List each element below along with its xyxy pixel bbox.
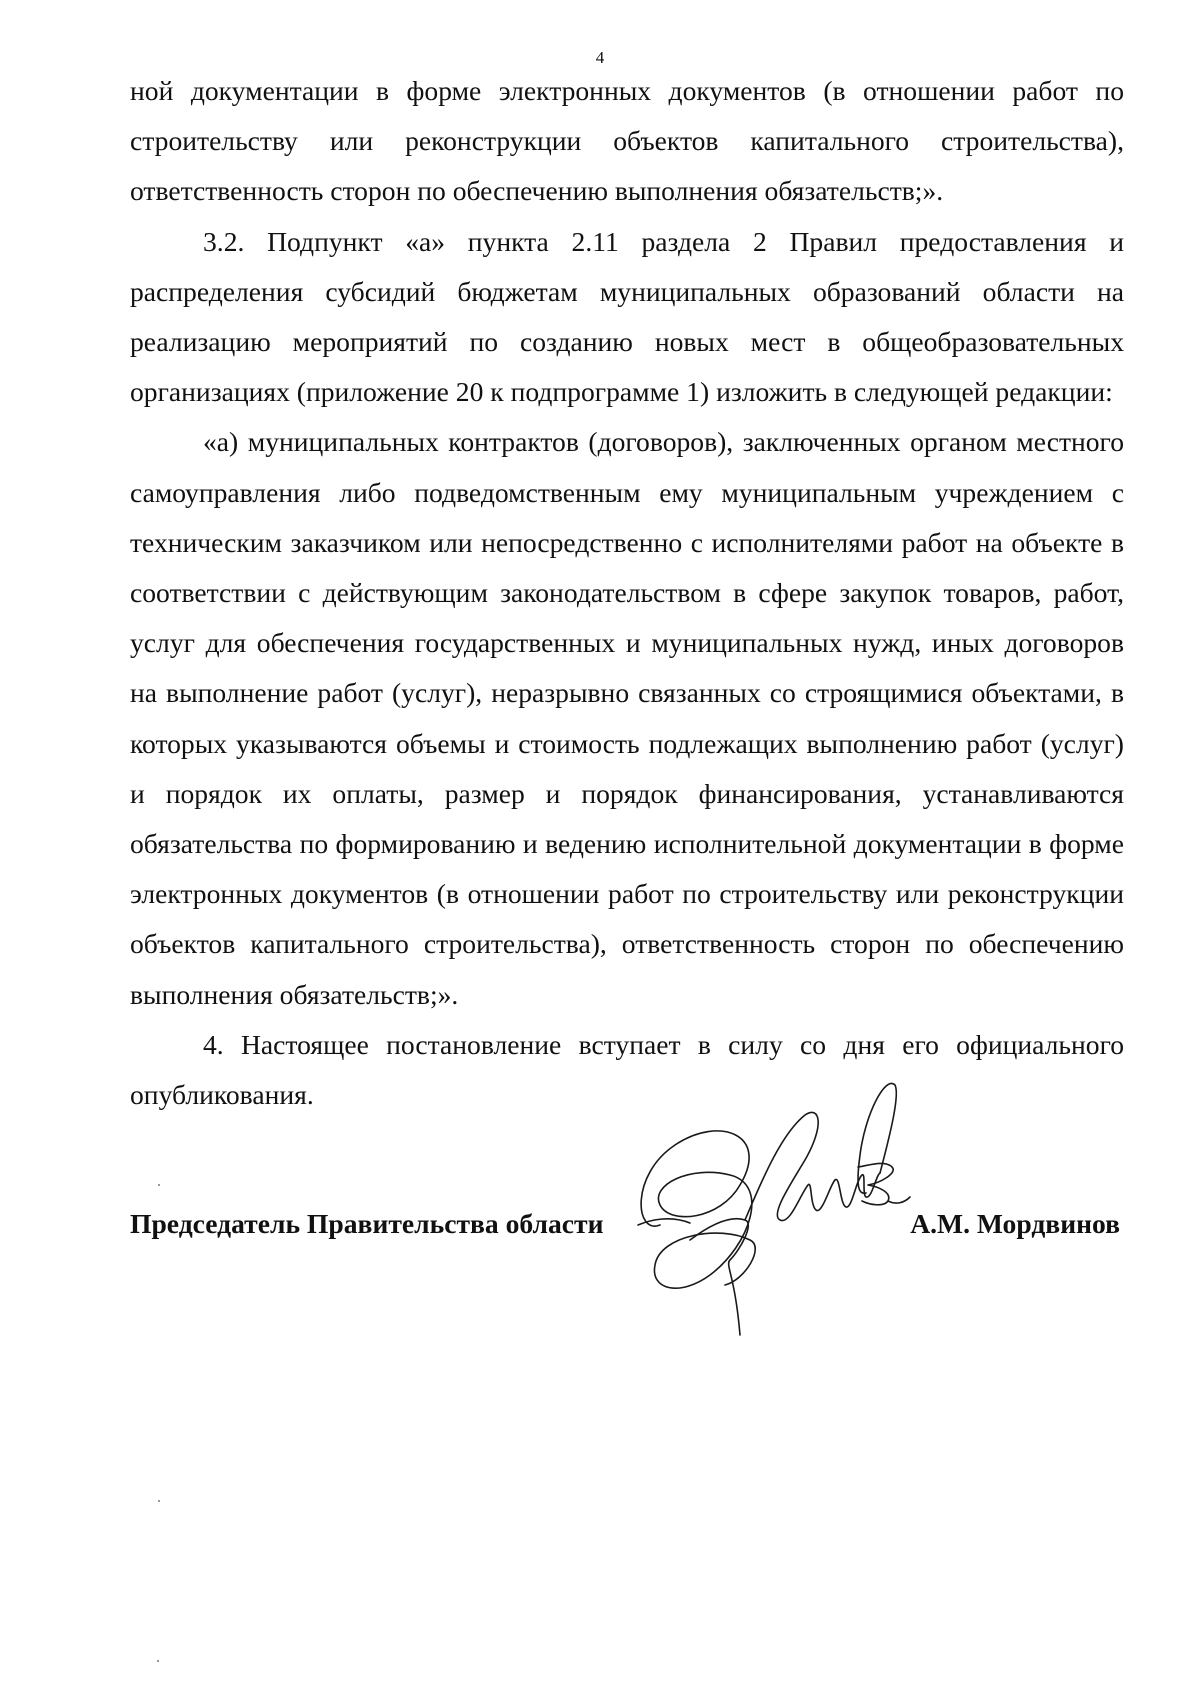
paragraph-effective-date: 4. Настоящее постановление вступает в силу со дня его официального опубликования. <box>130 1028 1124 1111</box>
signer-name: А.М. Мордвинов <box>910 1208 1120 1239</box>
paragraph-amendment-text: «а) муниципальных контрактов (договоров), заключенных органом местного самоуправления либо подведомственным ему муниципальным учреждением с техническим заказчиком или непосредственно с исполнителями работ на объекте в соответствии с действующим законодательством в сфере закупок товаров, работ, услуг для обеспечения государственных и муниципальных нужд, иных договоров на выполнение работ (услуг), неразрывно связанных со строящимися объектами, в которых указываются объемы и стоимость подлежащих выполнению работ (услуг) и порядок их оплаты, размер и порядок финансирования, устанавливаются обязательства по формированию и ведению исполнительной документации в форме электронных документов (в отношении работ по строительству или реконструкции объектов капитального строительства), ответственность сторон по обеспечению выполнения обязательств;». <box>130 426 1124 1010</box>
document-body <box>130 66 1124 1120</box>
scan-speck <box>158 1184 160 1186</box>
paragraph-amendment-3-2: 3.2. Подпункт «а» пункта 2.11 раздела 2 Правил предоставления и распределения субсидий бюджетам муниципальных образований области на реализацию мероприятий по созданию новых мест в общеобразовательных организациях (приложение 20 к подпрограмме 1) изложить в следующей редакции: <box>130 225 1124 408</box>
scan-speck <box>157 1660 159 1662</box>
signature-block <box>130 1208 1124 1248</box>
signer-position: Председатель Правительства области <box>130 1208 604 1239</box>
scan-speck <box>158 1500 160 1502</box>
page-number: 4 <box>595 48 605 67</box>
handwritten-signature <box>630 1075 920 1345</box>
paragraph-continuation: ной документации в форме электронных документов (в отношении работ по строительству или реконструкции объектов капитального строительства), ответственность сторон по обеспечению выполнения обязательств;». <box>130 75 1124 207</box>
